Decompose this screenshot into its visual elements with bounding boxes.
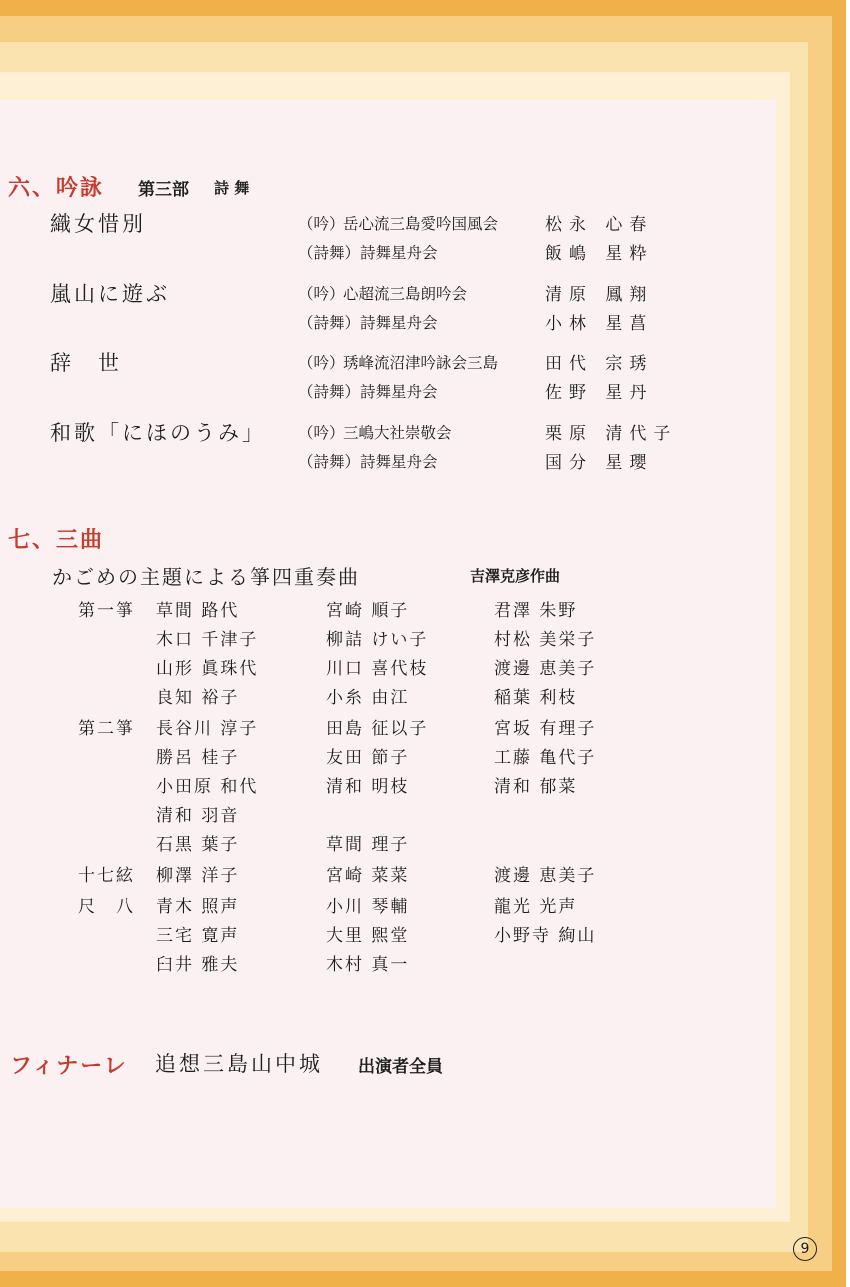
performer-group: 詩舞星舟会 (360, 314, 438, 332)
cast-member: 長谷川 淳子 (156, 719, 259, 739)
cast-member: 草間 路代 (156, 601, 240, 621)
part-label: 第二箏 (78, 719, 135, 739)
section-subtitle: 第三部 (138, 180, 189, 200)
performer-role: （吟） (298, 424, 345, 442)
piece-title: 和歌「にほのうみ」 (50, 421, 266, 445)
cast-member: 青木 照声 (156, 897, 240, 917)
cast-member: 龍光 光声 (494, 897, 578, 917)
cast-member: 川口 喜代枝 (326, 659, 429, 679)
cast-member: 山形 眞珠代 (156, 659, 259, 679)
piece-title: 辞 世 (50, 351, 122, 375)
performer-role: （詩舞） (298, 244, 361, 262)
cast-member: 清和 羽音 (156, 806, 240, 826)
piece-title: 織女惜別 (50, 212, 146, 236)
cast-member: 石黒 葉子 (156, 835, 240, 855)
part-label: 第一箏 (78, 601, 135, 621)
cast-member: 友田 節子 (326, 748, 410, 768)
cast-member: 木口 千津子 (156, 630, 259, 650)
performer-group: 詩舞星舟会 (360, 383, 438, 401)
page-number: 9 (793, 1237, 817, 1261)
performer-name: 佐野 星丹 (545, 383, 654, 403)
part-label: 十七絃 (78, 866, 135, 886)
performer-name: 田代 宗琇 (545, 354, 654, 374)
section-heading-7: 七、三曲 (8, 527, 105, 553)
cast-member: 木村 真一 (326, 955, 410, 975)
cast-member: 清和 郁菜 (494, 777, 578, 797)
performer-name: 栗原 清代子 (545, 424, 678, 444)
performer-role: （詩舞） (298, 314, 361, 332)
cast-member: 良知 裕子 (156, 688, 240, 708)
performer-role: （吟） (298, 354, 345, 372)
performer-role: （吟） (298, 285, 345, 303)
performer-group: 三嶋大社崇敬会 (343, 424, 452, 442)
cast-member: 工藤 亀代子 (494, 748, 597, 768)
cast-member: 宮坂 有理子 (494, 719, 597, 739)
cast-member: 渡邊 恵美子 (494, 659, 597, 679)
cast-member: 小野寺 絢山 (494, 926, 597, 946)
cast-member: 柳詰 けい子 (326, 630, 429, 650)
cast-member: 清和 明枝 (326, 777, 410, 797)
cast-member: 村松 美栄子 (494, 630, 597, 650)
performer-name: 小林 星菖 (545, 314, 654, 334)
performer-name: 清原 鳳翔 (545, 285, 654, 305)
composer: 吉澤克彦作曲 (470, 567, 561, 585)
piece-title: 嵐山に遊ぶ (50, 282, 170, 306)
performer-role: （詩舞） (298, 383, 361, 401)
scan-edge (846, 0, 850, 1287)
cast-member: 渡邊 恵美子 (494, 866, 597, 886)
cast-member: 小川 琴輔 (326, 897, 410, 917)
piece-title: かごめの主題による箏四重奏曲 (52, 565, 360, 589)
performer-role: （詩舞） (298, 453, 361, 471)
cast-member: 君澤 朱野 (494, 601, 578, 621)
cast-member: 宮崎 菜菜 (326, 866, 410, 886)
cast-member: 三宅 寛声 (156, 926, 240, 946)
performer-name: 国分 星瓔 (545, 453, 654, 473)
cast-member: 草間 理子 (326, 835, 410, 855)
cast-member: 稲葉 利枝 (494, 688, 578, 708)
cast-member: 臼井 雅夫 (156, 955, 240, 975)
performer-group: 詩舞星舟会 (360, 244, 438, 262)
performer-group: 心超流三島朗吟会 (343, 285, 468, 303)
finale-title: 追想三島山中城 (155, 1052, 323, 1076)
performer-name: 松永 心春 (545, 215, 654, 235)
cast-member: 小田原 和代 (156, 777, 259, 797)
finale-cast: 出演者全員 (358, 1057, 443, 1077)
cast-member: 田島 征以子 (326, 719, 429, 739)
section-heading-6: 六、吟詠 (8, 175, 105, 201)
cast-member: 小糸 由江 (326, 688, 410, 708)
section-subtitle-2: 詩 舞 (214, 179, 250, 197)
part-label: 尺 八 (78, 897, 135, 917)
performer-group: 詩舞星舟会 (360, 453, 438, 471)
performer-group: 琇峰流沼津吟詠会三島 (343, 354, 499, 372)
finale-heading: フィナーレ (10, 1053, 128, 1079)
cast-member: 宮崎 順子 (326, 601, 410, 621)
performer-role: （吟） (298, 215, 345, 233)
cast-member: 勝呂 桂子 (156, 748, 240, 768)
cast-member: 大里 煕堂 (326, 926, 410, 946)
performer-group: 岳心流三島愛吟国風会 (343, 215, 499, 233)
cast-member: 柳澤 洋子 (156, 866, 240, 886)
performer-name: 飯嶋 星粋 (545, 244, 654, 264)
